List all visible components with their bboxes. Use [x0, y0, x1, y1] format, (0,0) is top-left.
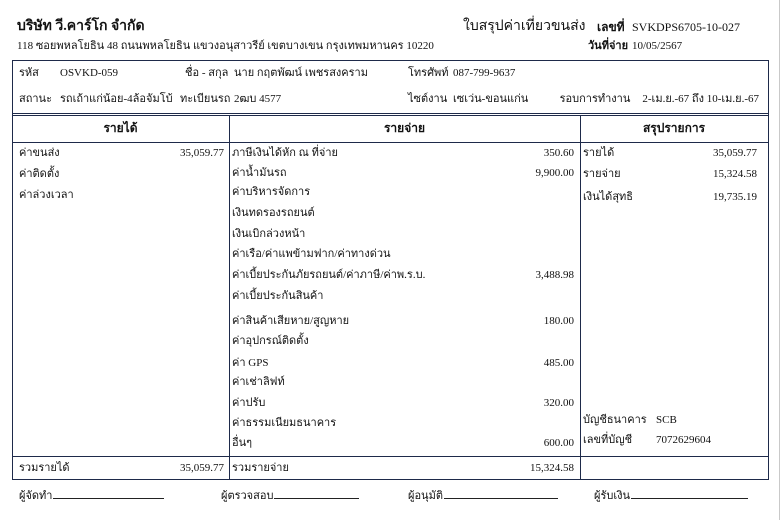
expense-label: ค่าสินค้าเสียหาย/สูญหาย — [232, 315, 350, 327]
expense-total-row — [232, 461, 574, 475]
signature-line — [274, 488, 359, 499]
income-row — [19, 188, 224, 202]
expense-label: ค่าเรือ/ค่าแพข้ามฟาก/ค่าทางด่วน — [232, 248, 391, 260]
bank-name-label: บัญชีธนาคาร — [583, 414, 647, 426]
signature-line — [631, 488, 748, 499]
work-site-label: ไซต์งาน — [408, 93, 448, 105]
pay-date-label: วันที่จ่าย — [588, 40, 629, 52]
signature-line — [53, 488, 164, 499]
driver-name-label: ชื่อ - สกุล — [185, 67, 229, 79]
summary-row — [583, 167, 757, 181]
expense-amount: 600.00 — [543, 437, 574, 449]
signature-received-by — [594, 488, 748, 503]
driver-code-label: รหัส — [19, 67, 39, 79]
summary-label: รายได้ — [583, 147, 615, 159]
expense-label: ค่าเบี้ยประกันสินค้า — [232, 290, 324, 302]
table-top-line — [12, 115, 769, 116]
expense-label: ค่าน้ำมันรถ — [232, 167, 287, 179]
income-amount: 35,059.77 — [180, 147, 224, 159]
income-label: ค่าขนส่ง — [19, 147, 60, 159]
document-title: ใบสรุปค่าเที่ยวขนส่ง — [463, 19, 586, 34]
signature-prepared-by — [19, 488, 164, 503]
totals-top-line — [12, 456, 769, 457]
expense-amount: 320.00 — [543, 397, 574, 409]
summary-row — [583, 146, 757, 160]
company-name: บริษัท วี.คาร์โก จำกัด — [17, 19, 145, 34]
vehicle-plate-label: ทะเบียนรถ — [180, 93, 231, 105]
work-period — [560, 92, 759, 106]
bank-account-row — [583, 433, 711, 447]
expense-amount: 485.00 — [543, 357, 574, 369]
bank-account-number: 7072629604 — [656, 434, 711, 446]
bank-account-label: เลขที่บัญชี — [583, 434, 633, 446]
expense-row — [232, 289, 574, 303]
signature-label: ผู้จัดทำ — [19, 490, 53, 502]
work-site: เซเว่น-ขอนแก่น — [453, 93, 529, 105]
work-period-value: 2-เม.ย.-67 ถึง 10-เม.ย.-67 — [642, 93, 759, 105]
signature-label: ผู้ตรวจสอบ — [221, 490, 274, 502]
expense-label: ค่าบริหารจัดการ — [232, 186, 311, 198]
income-row — [19, 167, 224, 181]
expense-row — [232, 356, 574, 370]
expense-label: ภาษีเงินได้หัก ณ ที่จ่าย — [232, 147, 338, 159]
expense-total-amount: 15,324.58 — [530, 462, 574, 474]
expense-row — [232, 436, 574, 450]
driver-phone: 087-799-9637 — [453, 67, 516, 79]
income-label: ค่าติดตั้ง — [19, 168, 60, 180]
signature-approved-by — [408, 488, 558, 503]
summary-row — [583, 190, 757, 204]
expense-amount: 3,488.98 — [535, 269, 574, 281]
income-total-label: รวมรายได้ — [19, 462, 70, 474]
expense-header: รายจ่าย — [383, 121, 425, 135]
signature-checked-by — [221, 488, 359, 503]
summary-amount: 35,059.77 — [713, 147, 757, 159]
driver-phone-label: โทรศัพท์ — [408, 67, 449, 79]
page-edge-line — [779, 0, 780, 520]
driver-status: รถเถ้าแก่น้อย-4ล้อจัมโบ้ — [60, 93, 173, 105]
expense-amount: 9,900.00 — [535, 167, 574, 179]
bank-name-row — [583, 413, 677, 427]
expense-row — [232, 146, 574, 160]
document-number: SVKDPS6705-10-027 — [632, 20, 741, 34]
income-total-amount: 35,059.77 — [180, 462, 224, 474]
expense-row — [232, 268, 574, 282]
expense-total-label: รวมรายจ่าย — [232, 462, 289, 474]
summary-amount: 15,324.58 — [713, 168, 757, 180]
expense-label: ค่าอุปกรณ์ติดตั้ง — [232, 335, 309, 347]
company-address: 118 ซอยพหลโยธิน 48 ถนนพหลโยธิน แขวงอนุสาวรีย์ เขตบางเขน กรุงเทพมหานคร 10220 — [17, 40, 434, 52]
signature-label: ผู้อนุมัติ — [408, 490, 443, 502]
expense-row — [232, 166, 574, 180]
expense-row — [232, 314, 574, 328]
summary-label: เงินได้สุทธิ — [583, 191, 634, 203]
expense-label: ค่า GPS — [232, 357, 269, 369]
summary-amount: 19,735.19 — [713, 191, 757, 203]
expense-label: ค่าเช่าลิฟท์ — [232, 376, 285, 388]
income-header: รายได้ — [103, 121, 138, 135]
signature-label: ผู้รับเงิน — [594, 490, 630, 502]
driver-status-label: สถานะ — [19, 93, 52, 105]
document-number-label: เลขที่ — [597, 20, 625, 34]
income-row — [19, 146, 224, 160]
driver-code: OSVKD-059 — [60, 67, 119, 79]
info-bottom-line — [12, 113, 769, 114]
work-period-label: รอบการทำงาน — [559, 93, 631, 105]
expense-amount: 350.60 — [543, 147, 574, 159]
driver-name: นาย กฤตพัฒน์ เพชรสงคราม — [234, 67, 368, 79]
income-expense-divider — [229, 115, 230, 480]
expense-label: ค่าปรับ — [232, 397, 266, 409]
expense-label: เงินทดรองรถยนต์ — [232, 207, 315, 219]
expense-row — [232, 227, 574, 241]
summary-header: สรุปรายการ — [642, 121, 706, 135]
bank-name: SCB — [656, 414, 677, 426]
expense-row — [232, 416, 574, 430]
expense-label: เงินเบิกล่วงหน้า — [232, 228, 306, 240]
expense-row — [232, 247, 574, 261]
expense-row — [232, 396, 574, 410]
pay-date: 10/05/2567 — [632, 40, 683, 52]
expense-row — [232, 334, 574, 348]
table-header-bottom-line — [12, 142, 769, 143]
expense-row — [232, 375, 574, 389]
expense-label: ค่าเบี้ยประกันภัยรถยนต์/ค่าภาษี/ค่าพ.ร.บ. — [232, 269, 426, 281]
expense-row — [232, 206, 574, 220]
expense-row — [232, 185, 574, 199]
signature-line — [444, 488, 558, 499]
expense-amount: 180.00 — [543, 315, 574, 327]
income-total-row — [19, 461, 224, 475]
expense-summary-divider — [580, 115, 581, 480]
vehicle-plate: 2ฒบ 4577 — [234, 93, 282, 105]
expense-label: อื่นๆ — [232, 437, 253, 449]
summary-label: รายจ่าย — [583, 168, 621, 180]
expense-label: ค่าธรรมเนียมธนาคาร — [232, 417, 337, 429]
income-label: ค่าล่วงเวลา — [19, 189, 74, 201]
